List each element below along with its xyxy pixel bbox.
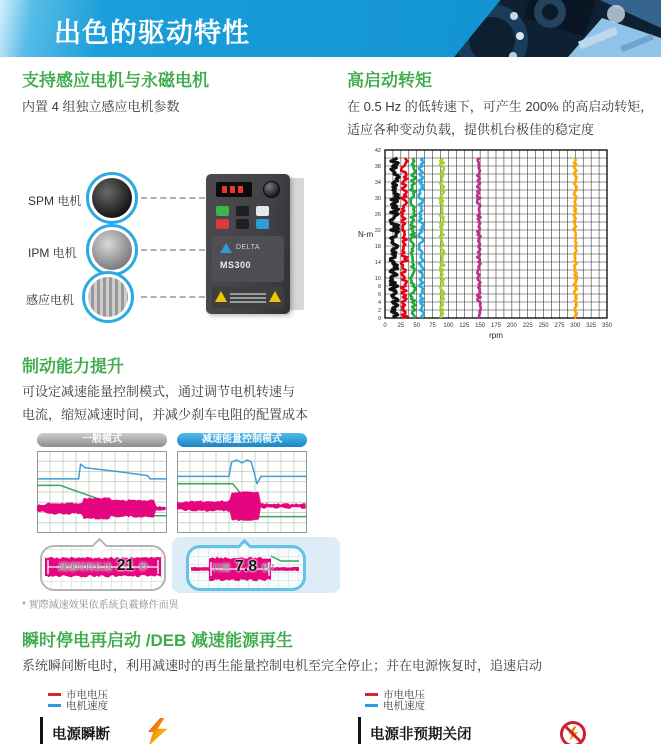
svg-text:225: 225 [522,323,533,329]
svg-text:30: 30 [374,196,381,202]
lightning-icon [147,718,171,744]
heading-deb: 瞬时停电再启动 /DEB 减速能源再生 [22,631,294,650]
braking-body-line2: 电流，缩短减速时间，并减少刹车电阻的配置成本 [22,407,309,422]
svg-text:125: 125 [459,323,470,329]
drive-up-button [236,206,249,216]
heading-motor-support: 支持感应电机与永磁电机 [22,71,209,90]
svg-text:150: 150 [475,323,486,329]
box-title-unexpected-shutdown: 电源非预期关闭 [370,727,472,743]
callout-decel-time-normal [40,545,166,591]
svg-text:100: 100 [443,323,454,329]
red-line-swatch [48,693,61,696]
box-divider [358,717,361,744]
box-title-power-interruption: 电源瞬断 [52,727,110,743]
svg-text:325: 325 [586,323,597,329]
svg-text:6: 6 [377,292,381,298]
tab-decel-energy-mode: 减速能量控制模式 [177,433,307,447]
warning-triangle-icon [269,291,281,302]
svg-text:34: 34 [374,180,381,186]
svg-text:2: 2 [377,308,381,314]
legend-right [365,689,425,711]
svg-text:0: 0 [377,316,381,322]
delta-logo-icon [220,243,232,253]
box-divider [40,717,43,744]
blue-line-swatch [48,704,61,707]
connector-induction [141,296,205,298]
svg-text:275: 275 [554,323,565,329]
svg-text:N-m: N-m [358,230,374,239]
motor-support-body: 内置 4 组独立感应电机参数 [22,99,180,114]
scope-normal-mode [37,451,167,533]
svg-text:300: 300 [570,323,581,329]
svg-text:75: 75 [429,323,436,329]
svg-text:175: 175 [490,323,502,329]
svg-text:8: 8 [377,284,381,290]
connector-spm [141,197,205,199]
drive-green-button [216,206,229,216]
drive-display [216,182,252,197]
blue-line-swatch [365,704,378,707]
spm-motor-image [86,172,138,224]
svg-text:42: 42 [374,148,381,154]
braking-footnote: * 實際減速效果依系統負載條件而異 [22,600,179,611]
page-title: 出色的驱动特性 [54,18,250,48]
svg-text:350: 350 [601,323,613,329]
drive-model-text: MS300 [220,260,252,270]
tab-normal-mode: 一般模式 [37,433,167,447]
svg-text:4: 4 [377,300,381,306]
svg-text:rpm: rpm [489,331,503,340]
heading-high-starting-torque: 高启动转矩 [347,71,432,90]
header-banner [0,0,661,57]
drive-mode-button [256,206,269,216]
svg-text:14: 14 [374,260,381,266]
legend-left [48,689,108,711]
drive-warning-label [212,287,284,308]
legend-mains-voltage: 市电电压 [365,689,425,700]
callout-decel-time-deb [186,545,306,591]
svg-text:200: 200 [506,323,517,329]
svg-text:0: 0 [383,323,387,329]
label-induction-motor: 感应电机 [26,293,75,307]
svg-text:25: 25 [397,323,405,329]
drive-brand-text: DELTA [236,244,261,251]
svg-text:250: 250 [538,323,549,329]
warning-triangle-icon [215,291,227,302]
drive-enter-button [236,219,249,229]
braking-body-line1: 可设定减速能量控制模式，通过调节电机转速与 [22,384,296,399]
drive-run-button [256,219,269,229]
drive-knob [263,181,280,198]
ipm-motor-image [86,224,138,276]
drive-unit-image [206,174,290,314]
deb-body: 系统瞬间断电时，利用减速时的再生能量控制电机至完全停止；并在电源恢复时，追速启动 [22,658,543,673]
svg-text:22: 22 [374,228,381,234]
heading-braking: 制动能力提升 [22,357,124,376]
drive-red-button [216,219,229,229]
no-power-icon [558,719,588,744]
callout-text: 减速时间长达 21 秒 [58,557,148,574]
svg-text:18: 18 [374,244,381,250]
torque-body-line2: 适应各种变动负载，提供机台极佳的稳定度 [347,122,595,137]
legend-mains-voltage: 市电电压 [48,689,108,700]
machinery-photo [450,0,661,57]
torque-body-line1: 在 0.5 Hz 的低转速下，可产生 200% 的高启动转矩， [347,99,654,114]
drive-nameplate [212,236,284,282]
svg-text:50: 50 [413,323,421,329]
legend-motor-speed: 电机速度 [365,700,425,711]
induction-motor-image [82,271,134,323]
label-spm-motor: SPM 电机 [28,194,82,208]
svg-text:26: 26 [374,212,381,218]
callout-text: 只需 7.8 秒！ [212,558,280,575]
connector-ipm [141,249,205,251]
svg-text:10: 10 [374,276,381,282]
label-ipm-motor: IPM 电机 [28,246,77,260]
svg-text:38: 38 [374,164,381,170]
red-line-swatch [365,693,378,696]
legend-motor-speed: 电机速度 [48,700,108,711]
scope-decel-mode [177,451,307,533]
torque-chart [347,146,647,342]
